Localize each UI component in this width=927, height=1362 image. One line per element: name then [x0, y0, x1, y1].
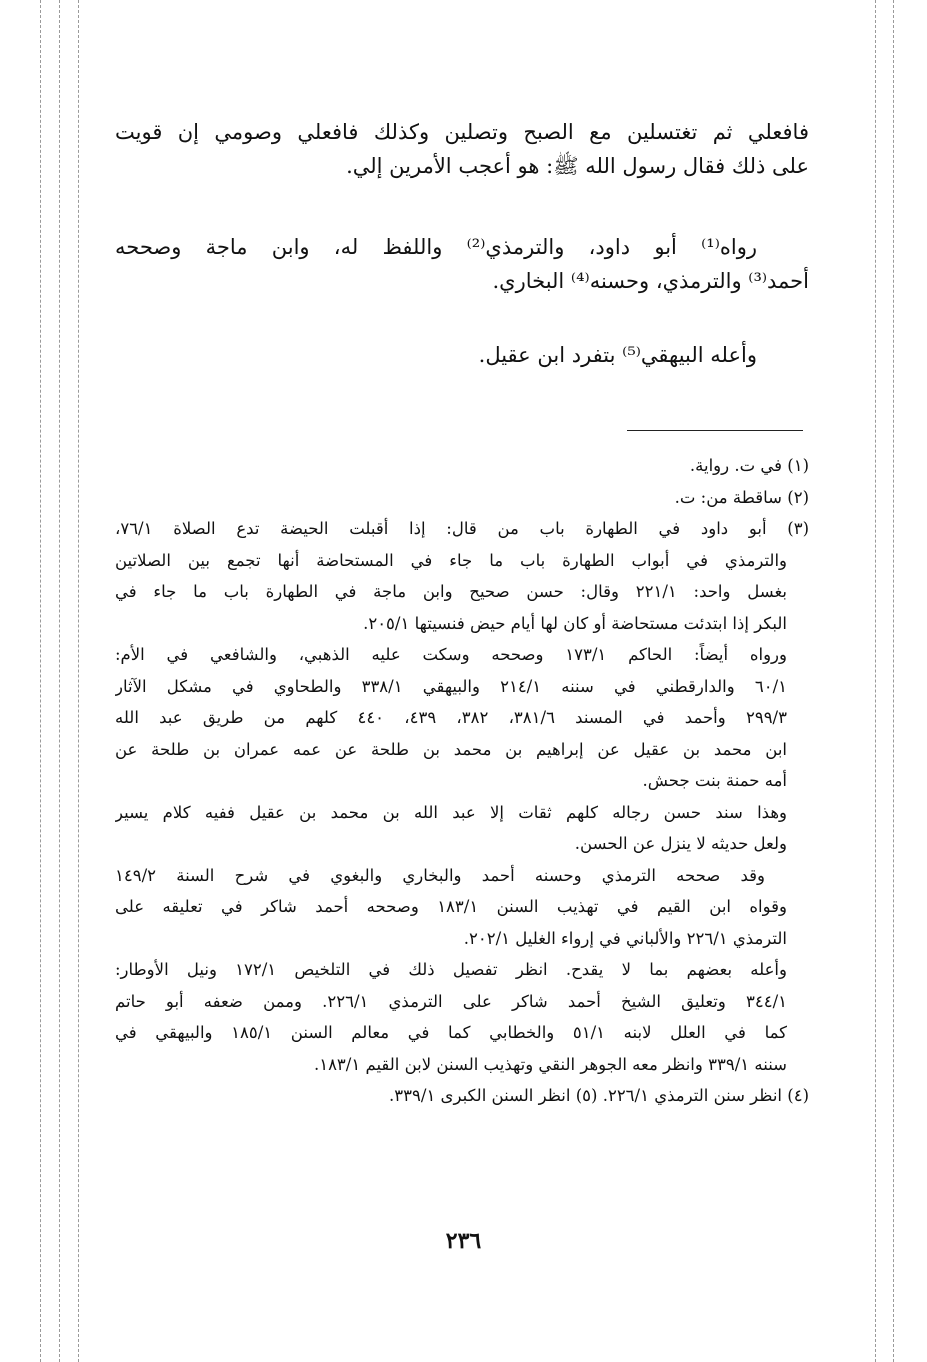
- footnote-line: ورواه أيضاً: الحاكم ١٧٣/١ وصححه وسكت عليه الذهبي، والشافعي في الأم:: [115, 645, 787, 664]
- footnote-line: ٢٩٩/٣ وأحمد في المسند ٣٨١/٦، ٣٨٢، ٤٣٩، ٤٤٠ كلهم من طريق عبد الله: [115, 708, 787, 727]
- main-paragraph-3: [115, 338, 809, 372]
- footnote-line: وأعله بعضهم بما لا يقدح. انظر تفصيل ذلك في التلخيص ١٧٢/١ ونيل الأوطار:: [115, 960, 787, 979]
- footnote-line: ٣٤٤/١ وتعليق الشيخ أحمد شاكر على الترمذي ٢٢٦/١. وممن ضعفه أبو حاتم: [115, 991, 787, 1011]
- margin-guide-line: [78, 0, 79, 1362]
- margin-guide-line: [893, 0, 894, 1362]
- footnote-line: بغسل واحد: ٢٢١/١ وقال: حسن صحيح وابن ماجة في الطهارة باب ما جاء في: [115, 582, 788, 601]
- footnote-line: البكر إذا ابتدئت مستحاضة أو كان لها أيام حيض فنسيتها ٢٠٥/١.: [363, 613, 787, 633]
- footnote-line: وهذا سند حسن رجاله كلهم ثقات إلا عبد الله بن محمد بن عقيل ففيه كلام يسير: [115, 802, 787, 822]
- footnote-line: وقواه ابن القيم في تهذيب السنن ١٨٣/١ وصححه أحمد شاكر في تعليقه على: [115, 897, 787, 916]
- footnote-line: وقد صححه الترمذي وحسنه أحمد والبخاري والبغوي في شرح السنة ١٤٩/٢: [115, 865, 765, 885]
- footnote-line: أمه حمنة بنت جحش.: [642, 771, 787, 790]
- text-line: فافعلي ثم تغتسلين مع الصبح وتصلين وكذلك فافعلي وصومي إن قويت: [115, 120, 809, 144]
- footnote-separator: [627, 430, 803, 431]
- footnote-2: (٢) ساقطة من: ت.: [674, 487, 809, 507]
- footnote-1: (١) في ت. رواية.: [689, 456, 809, 475]
- footnote-line: ولعل حديثه لا ينزل عن الحسن.: [574, 834, 787, 853]
- main-paragraph-2: [115, 230, 809, 298]
- footnote-line: سننه ٣٣٩/١ وانظر معه الجوهر النقي وتهذيب السنن لابن القيم ١٨٣/١.: [313, 1054, 787, 1074]
- text-line: رواه⁽¹⁾ أبو داود، والترمذي⁽²⁾ واللفظ له، وابن ماجة وصححه: [115, 235, 757, 259]
- footnotes: [115, 450, 809, 1112]
- footnote-line: والترمذي في أبواب الطهارة باب ما جاء في المستحاضة أنها تجمع بين الصلاتين: [115, 550, 787, 570]
- footnote-line: (٣) أبو داود في الطهارة باب من قال: إذا أقبلت الحيضة تدع الصلاة ٧٦/١،: [115, 519, 809, 538]
- text-line: على ذلك فقال رسول الله ﷺ: هو أعجب الأمرين إلي.: [346, 154, 809, 178]
- footnote-line: كما في العلل لابنه ٥١/١ والخطابي كما في معالم السنن ١٨٥/١ والبيهقي في: [115, 1023, 788, 1042]
- margin-guide-line: [875, 0, 876, 1362]
- footnote-line: ٦٠/١ والدارقطني في سننه ٢١٤/١ والبيهقي ٣٣٨/١ والطحاوي في مشكل الآثار: [115, 676, 787, 696]
- margin-guide-line: [40, 0, 41, 1362]
- footnote-line: ابن محمد بن عقيل عن إبراهيم بن محمد بن طلحة عن عمه عمران بن طلحة عن: [115, 739, 787, 759]
- text-line: أحمد⁽³⁾ والترمذي، وحسنه⁽⁴⁾ البخاري.: [492, 269, 809, 293]
- footnote-3: [115, 513, 809, 1080]
- footnote-line: الترمذي ٢٢٦/١ والألباني في إرواء الغليل ٢٠٢/١.: [463, 928, 787, 948]
- main-paragraph-1: [115, 115, 809, 183]
- page-number: ٢٣٦: [445, 1228, 482, 1254]
- margin-guide-line: [59, 0, 60, 1362]
- text-line: وأعله البيهقي⁽⁵⁾ بتفرد ابن عقيل.: [478, 343, 757, 367]
- footnote-4-5: (٤) انظر سنن الترمذي ٢٢٦/١. (٥) انظر السنن الكبرى ٣٣٩/١.: [389, 1086, 809, 1105]
